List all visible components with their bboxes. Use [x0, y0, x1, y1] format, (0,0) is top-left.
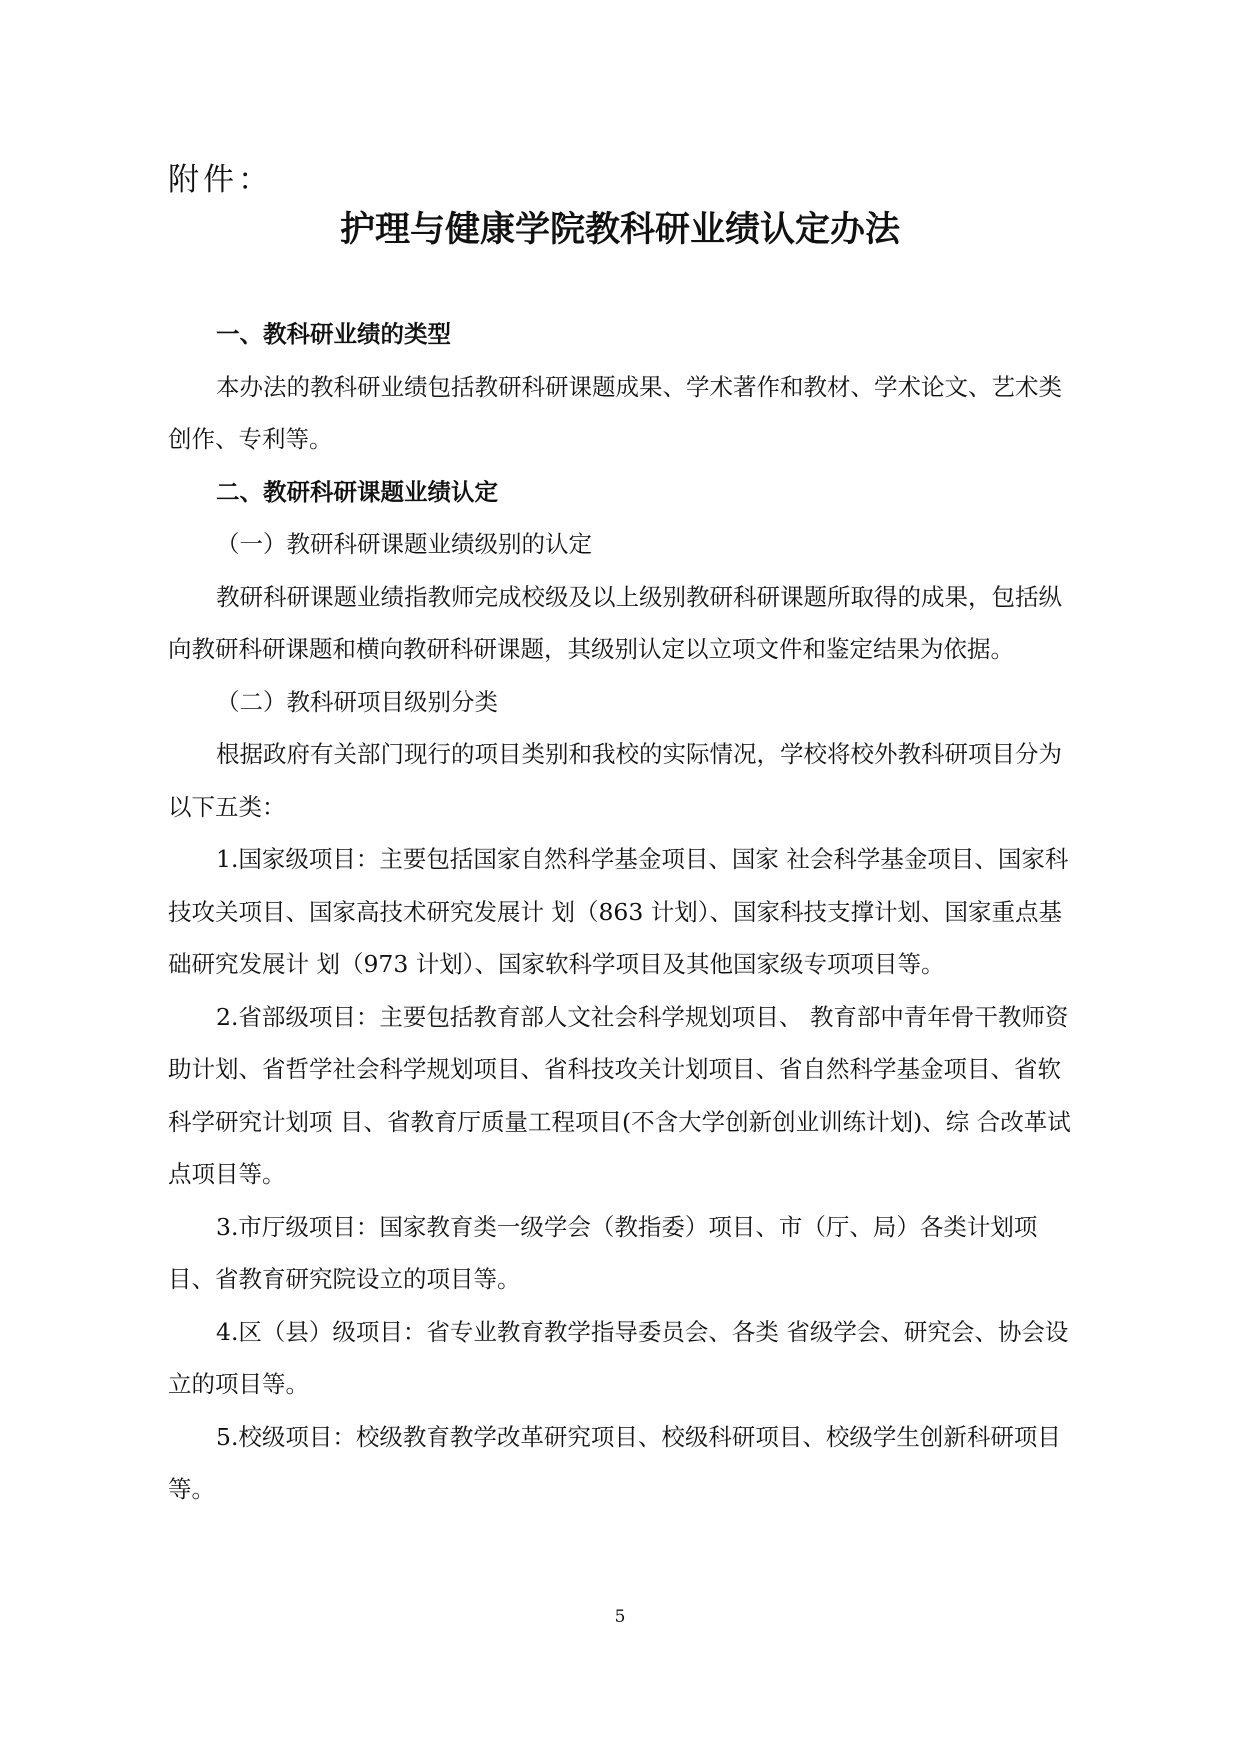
- page-number: 5: [614, 1607, 626, 1627]
- attachment-label: 附件：: [168, 162, 273, 198]
- subheading-level-recognition: （一）教研科研课题业绩级别的认定: [216, 530, 592, 558]
- paragraph-types-scope: 本办法的教科研业绩包括教研科研课题成果、学术著作和教材、学术论文、艺术类创作、专利等。: [168, 372, 1062, 453]
- list-item-national-level: 1.国家级项目：主要包括国家自然科学基金项目、国家 社会科学基金项目、国家科技攻关项目、国家高技术研究发展计 划（863 计划）、国家科技支撑计划、国家重点基础研究发展计 划（973 计划）、国家软科学项目及其他国家级专项项目等。: [168, 845, 1069, 978]
- list-item-school-level: 5.校级项目：校级教育教学改革研究项目、校级科研项目、校级学生创新科研项目等。: [168, 1422, 1061, 1503]
- section-heading-project-recognition: 二、教研科研课题业绩认定: [216, 477, 498, 506]
- paragraph-classification-intro: 根据政府有关部门现行的项目类别和我校的实际情况，学校将校外教科研项目分为以下五类：: [168, 740, 1062, 821]
- list-item-county-level: 4.区（县）级项目：省专业教育教学指导委员会、各类 省级学会、研究会、协会设立的项目等。: [168, 1317, 1069, 1398]
- list-item-provincial-level: 2.省部级项目：主要包括教育部人文社会科学规划项目、 教育部中青年骨干教师资助计划、省哲学社会科学规划项目、省科技攻关计划项目、省自然科学基金项目、省软科学研究计划项 目、省教育厅质量工程项目(不含大学创新创业训练计划)、综 合改革试点项目等。: [168, 1002, 1071, 1188]
- subheading-project-classification: （二）教科研项目级别分类: [216, 687, 498, 716]
- document-body: [168, 308, 1075, 1516]
- list-item-municipal-level: 3.市厅级项目：国家教育类一级学会（教指委）项目、市（厅、局）各类计划项目、省教育研究院设立的项目等。: [168, 1212, 1038, 1293]
- paragraph-level-recognition: 教研科研课题业绩指教师完成校级及以上级别教研科研课题所取得的成果，包括纵向教研科研课题和横向教研科研课题，其级别认定以立项文件和鉴定结果为依据。: [168, 582, 1062, 663]
- section-heading-types: 一、教科研业绩的类型: [216, 320, 451, 348]
- document-title: 护理与健康学院教科研业绩认定办法: [339, 210, 900, 250]
